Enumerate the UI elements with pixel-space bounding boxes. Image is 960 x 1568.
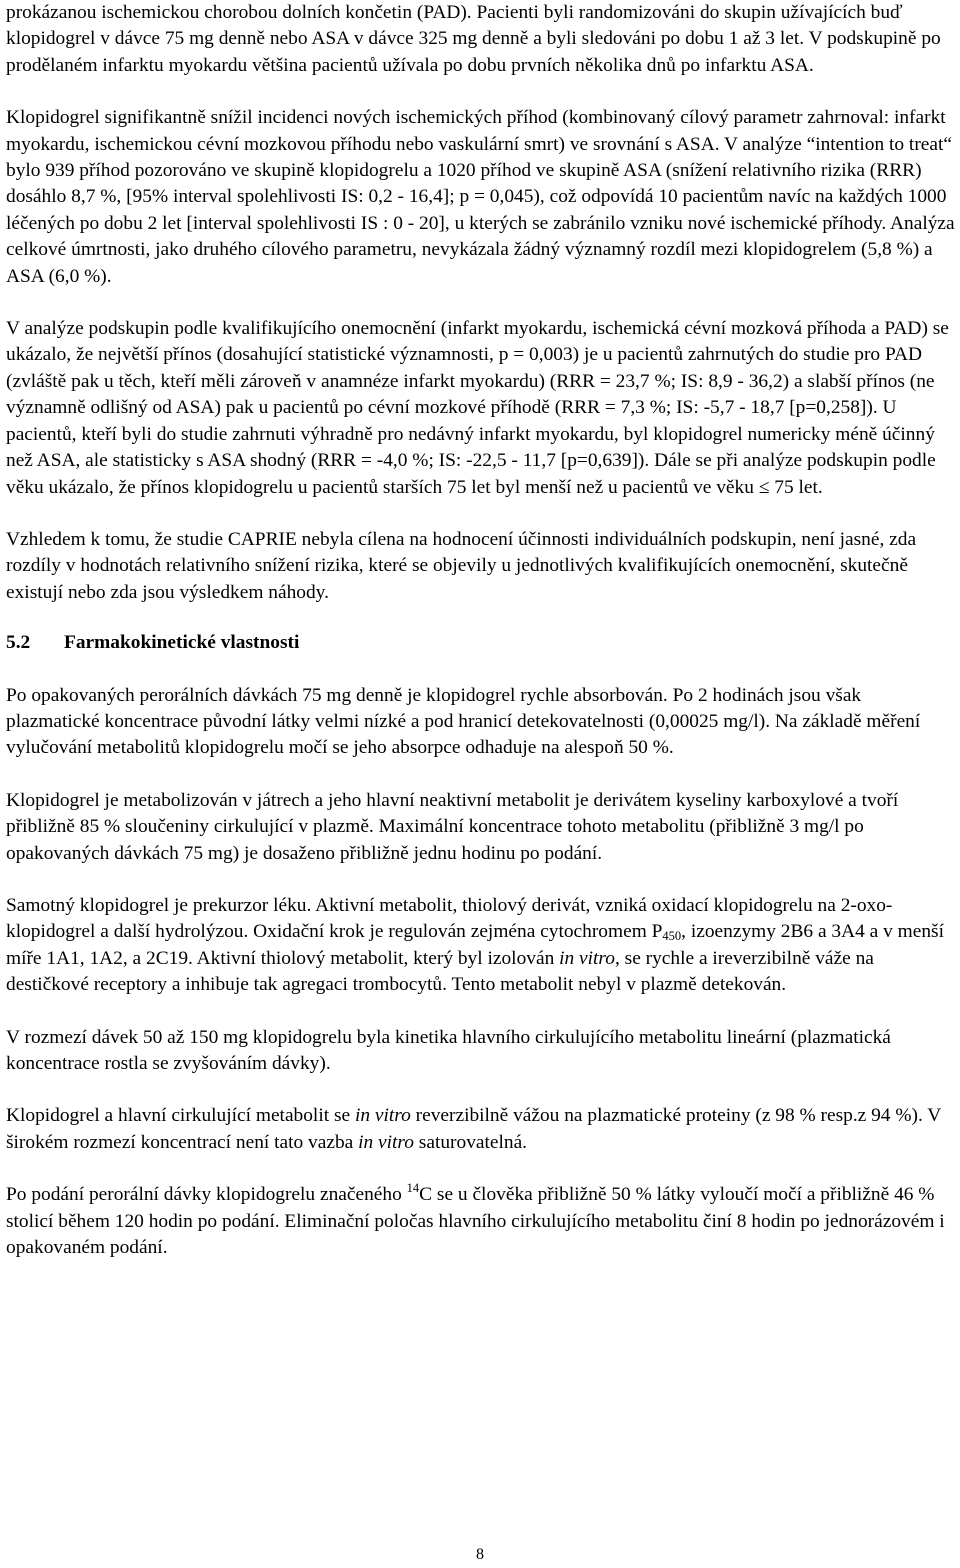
binding-text-b: reverzibilně vážou na plazmatické proteiny (z 98 % resp.z 94 %). V širokém rozmezí koncentrací není tato vazba bbox=[6, 1105, 941, 1153]
section-heading bbox=[6, 630, 958, 656]
paragraph-elimination bbox=[6, 1182, 958, 1261]
elimination-text-b: C se u člověka přibližně 50 % látky vyloučí močí a přibližně 46 % stolicí během 120 hodin po podání. Eliminační poločas hlavního cirkulujícího metabolitu činí 8 hodin po jednorázovém i opakovaném podání. bbox=[6, 1184, 945, 1259]
paragraph-protein-binding bbox=[6, 1103, 958, 1156]
prodrug-text-b: , izoenzymy 2B6 a 3A4 a v menší míře 1A1, 1A2, a 2C19. Aktivní thiolový metabolit, který byl izolován bbox=[6, 921, 944, 969]
binding-text-a: Klopidogrel a hlavní cirkulující metabolit se bbox=[6, 1105, 355, 1127]
isotope-superscript: 14 bbox=[406, 1181, 420, 1196]
paragraph-prodrug bbox=[6, 893, 958, 999]
elimination-text-a: Po podání perorální dávky klopidogrelu značeného bbox=[6, 1184, 407, 1206]
paragraph-metabolism: Klopidogrel je metabolizován v játrech a jeho hlavní neaktivní metabolit je derivátem kyseliny karboxylové a tvoří přibližně 85 % sloučeniny cirkulující v plazmě. Maximální koncentrace tohoto metabolitu (přibližně 3 mg/l po opakovaných dávkách 75 mg) je dosaženo přibližně jednu hodinu po podání. bbox=[6, 789, 899, 864]
paragraph-absorption: Po opakovaných perorálních dávkách 75 mg denně je klopidogrel rychle absorbován. Po 2 hodinách jsou však plazmatické koncentrace původní látky velmi nízké a pod hranicí detekovatelnosti (0,00025 mg/l). Na základě měření vylučování metabolitů klopidogrelu močí se jeho absorpce odhaduje na alespoň 50 %. bbox=[6, 684, 921, 759]
paragraph-caprie-note: Vzhledem k tomu, že studie CAPRIE nebyla cílena na hodnocení účinnosti individuálních podskupin, není jasné, zda rozdíly v hodnotách relativního snížení rizika, které se objevily u jednotlivých kvalifikujících onemocnění, skutečně existují nebo zda jsou výsledkem náhody. bbox=[6, 528, 917, 603]
prodrug-text-c: , se rychle a ireverzibilně váže na destičkové receptory a inhibuje tak agregaci trombocytů. Tento metabolit nebyl v plazmě detekován. bbox=[6, 947, 874, 996]
cytochrome-subscript: 450 bbox=[662, 929, 682, 944]
in-vitro-italic: in vitro bbox=[354, 1105, 411, 1127]
in-vitro-italic: in vitro bbox=[559, 947, 615, 969]
paragraph-linear-kinetics: V rozmezí dávek 50 až 150 mg klopidogrelu byla kinetika hlavního cirkulujícího metabolitu lineární (plazmatická koncentrace rostla se zvyšováním dávky). bbox=[6, 1026, 891, 1074]
section-heading-number: 5.2 bbox=[6, 632, 31, 654]
binding-text-c: saturovatelná. bbox=[413, 1131, 528, 1153]
in-vitro-italic: in vitro bbox=[358, 1131, 414, 1153]
paragraph-efficacy-results: Klopidogrel signifikantně snížil incidenci nových ischemických příhod (kombinovaný cílový parametr zahrnoval: infarkt myokardu, ischemickou cévní mozkovou příhodu nebo vaskulární smrt) ve srovnání s ASA. V analýze “intention to treat“ bylo 939 příhod pozorováno ve skupině klopidogrelu a 1020 příhod ve skupině ASA (snížení relativního rizika (RRR) dosáhlo 8,7 %, [95% interval spolehlivosti IS: 0,2 - 16,4]; p = 0,045), což odpovídá 10 pacientům navíc na každých 1000 léčených po dobu 2 let [interval spolehlivosti IS : 0 - 20], u kterých se zabránilo vzniku nové ischemické příhody. Analýza celkové úmrtnosti, jako druhého cílového parametru, nevykázala žádný významný rozdíl mezi klopidogrelem (5,8 %) a ASA (6,0 %). bbox=[6, 107, 955, 287]
document-page bbox=[6, 0, 958, 1261]
prodrug-text-a: Samotný klopidogrel je prekurzor léku. Aktivní metabolit, thiolový derivát, vzniká oxidací klopidogrelu na 2-oxo-klopidogrel a další hydrolýzou. Oxidační krok je regulován zejména cytochromem P bbox=[6, 894, 893, 943]
paragraph-study-design: prokázanou ischemickou chorobou dolních končetin (PAD). Pacienti byli randomizováni do skupin užívajících buď klopidogrel v dávce 75 mg denně nebo ASA v dávce 325 mg denně a byli sledováni po dobu 1 až 3 let. V podskupině po prodělaném infarktu myokardu většina pacientů užívala po dobu prvních několika dnů po infarktu ASA. bbox=[6, 2, 941, 76]
paragraph-subgroup-analysis: V analýze podskupin podle kvalifikujícího onemocnění (infarkt myokardu, ischemická cévní mozková příhoda a PAD) se ukázalo, že největší přínos (dosahující statistické významnosti, p = 0,003) je u pacientů zahrnutých do studie pro PAD (zvláště pak u těch, kteří měli zároveň v anamnéze infarkt myokardu) (RRR = 23,7 %; IS: 8,9 - 36,2) a slabší přínos (ne významně odlišný od ASA) pak u pacientů po cévní mozkové příhodě (RRR = 7,3 %; IS: -5,7 - 18,7 [p=0,258]). U pacientů, kteří byli do studie zahrnuti výhradně pro nedávný infarkt myokardu, byl klopidogrel numericky méně účinný než ASA, ale statisticky s ASA shodný (RRR = -4,0 %; IS: -22,5 - 11,7 [p=0,639]). Dále se při analýze podskupin podle věku ukázalo, že přínos klopidogrelu u pacientů starších 75 let byl menší než u pacientů ve věku ≤ 75 let. bbox=[6, 318, 949, 498]
page-number: 8 bbox=[476, 1546, 484, 1563]
section-heading-text: Farmakokinetické vlastnosti bbox=[64, 632, 300, 654]
